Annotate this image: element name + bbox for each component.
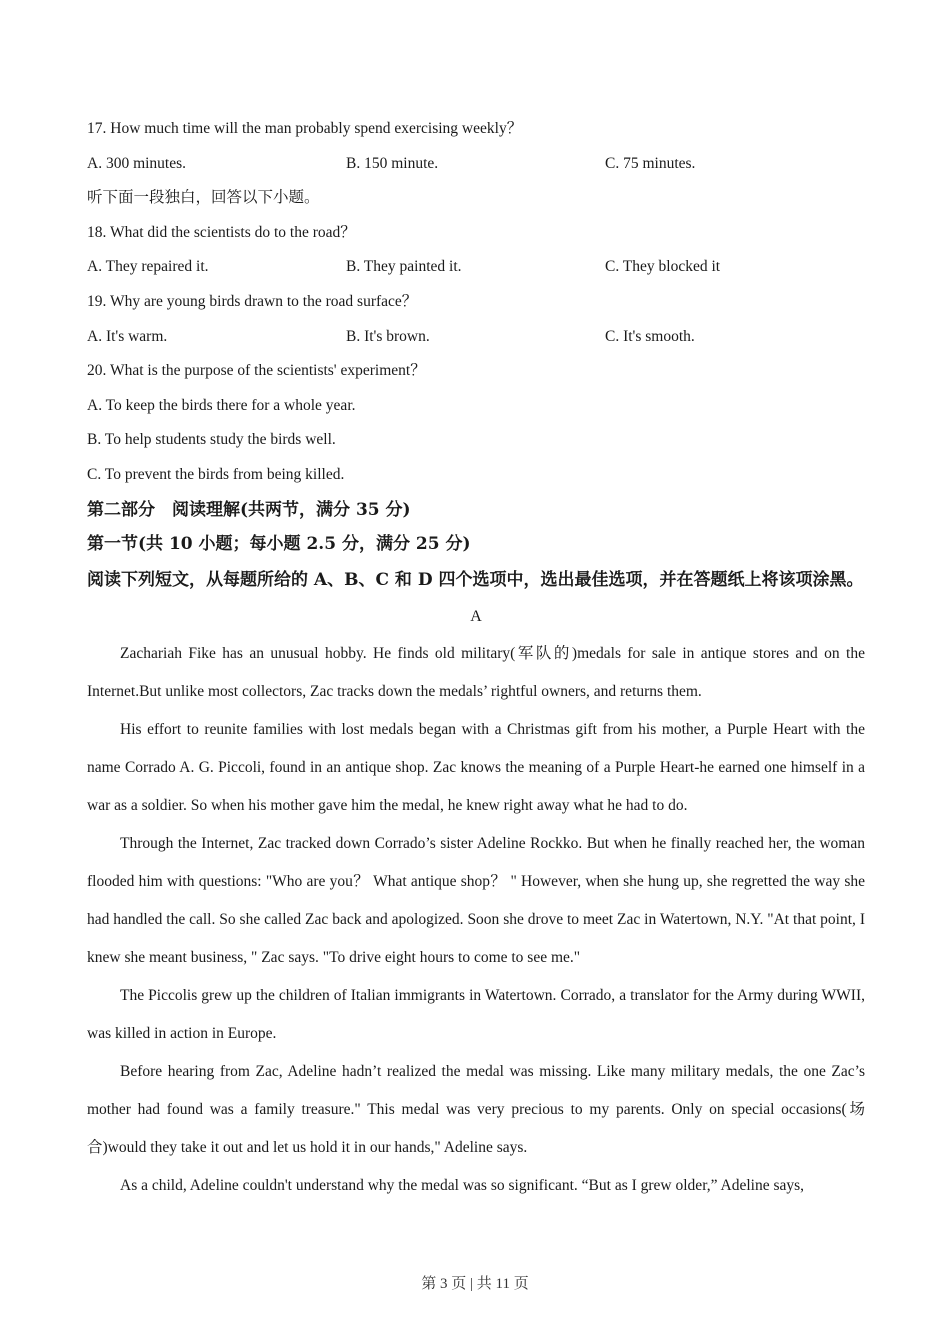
q17-option-b: B. 150 minute. [346, 154, 439, 172]
q20-option-c: C. To prevent the birds from being killed. [87, 465, 345, 483]
q20-option-b: B. To help students study the birds well. [87, 431, 336, 449]
q19-option-c: C. It's smooth. [605, 327, 695, 345]
monologue-intro: 听下面一段独白，回答以下小题。 [87, 189, 320, 207]
q20-stem: 20. What is the purpose of the scientists' experiment？ [87, 362, 426, 380]
reading-instruction: 阅读下列短文，从每题所给的 A、B、C 和 D 四个选项中，选出最佳选项，并在答题纸上将该项涂黑。 [87, 569, 864, 590]
q18-option-a: A. They repaired it. [87, 258, 209, 276]
q19-stem: 19. Why are young birds drawn to the road surface？ [87, 292, 418, 310]
q18-option-c: C. They blocked it [605, 258, 721, 276]
section-one-title: 第一节(共 10 小题；每小题 2.5 分，满分 25 分) [87, 534, 471, 555]
part-two-title: 第二部分 阅读理解(共两节，满分 35 分) [87, 499, 411, 520]
passage-paragraph-6: As a child, Adeline couldn't understand why the medal was so significant. “But as I grew older,” Adeline says, [120, 1176, 805, 1194]
passage-label: A [470, 607, 482, 625]
q17-option-a: A. 300 minutes. [87, 154, 187, 172]
passage-paragraph-5: Before hearing from Zac, Adeline hadn’t realized the medal was missing. Like many military medals, the one Zac’s mother had found was a family treasure." This medal was very precious to my parents. Only on special occasions(场合)would they take it out and let us hold it in our hands," Adeline says. [87, 1062, 865, 1156]
page-footer: 第 3 页 | 共 11 页 [421, 1276, 529, 1292]
passage-paragraph-1: Zachariah Fike has an unusual hobby. He finds old military(军队的)medals for sale in antique stores and on the Internet.But unlike most collectors, Zac tracks down the medals’ rightful owners, and returns them. [87, 644, 865, 700]
q17-stem: 17. How much time will the man probably spend exercising weekly？ [87, 120, 523, 137]
passage-paragraph-3: Through the Internet, Zac tracked down Corrado’s sister Adeline Rockko. But when he finally reached her, the woman flooded him with questions: "Who are you？ What antique shop？ " However, when she hung up, she regretted the way she had handled the call. So she called Zac back and apologized. Soon she drove to meet Zac in Watertown, N.Y. "At that point, I knew she meant business, " Zac says. "To drive eight hours to come to see me." [87, 834, 865, 966]
passage-paragraph-4: The Piccolis grew up the children of Italian immigrants in Watertown. Corrado, a translator for the Army during WWII, was killed in action in Europe. [87, 986, 865, 1042]
q18-options [87, 250, 865, 285]
q17-options [87, 147, 865, 182]
passage-paragraph-2: His effort to reunite families with lost medals began with a Christmas gift from his mother, a Purple Heart with the name Corrado A. G. Piccoli, found in an antique shop. Zac knows the meaning of a Purple Heart-he earned one himself in a war as a soldier. So when his mother gave him the medal, he knew right away what he had to do. [87, 720, 865, 814]
q19-options [87, 320, 865, 355]
q19-option-b: B. It's brown. [346, 327, 430, 345]
q20-option-a: A. To keep the birds there for a whole year. [87, 396, 356, 414]
q18-option-b: B. They painted it. [346, 258, 462, 276]
q17-option-c: C. 75 minutes. [605, 154, 696, 172]
q18-stem: 18. What did the scientists do to the road？ [87, 223, 356, 241]
q19-option-a: A. It's warm. [87, 327, 168, 345]
exam-page [87, 112, 865, 1205]
